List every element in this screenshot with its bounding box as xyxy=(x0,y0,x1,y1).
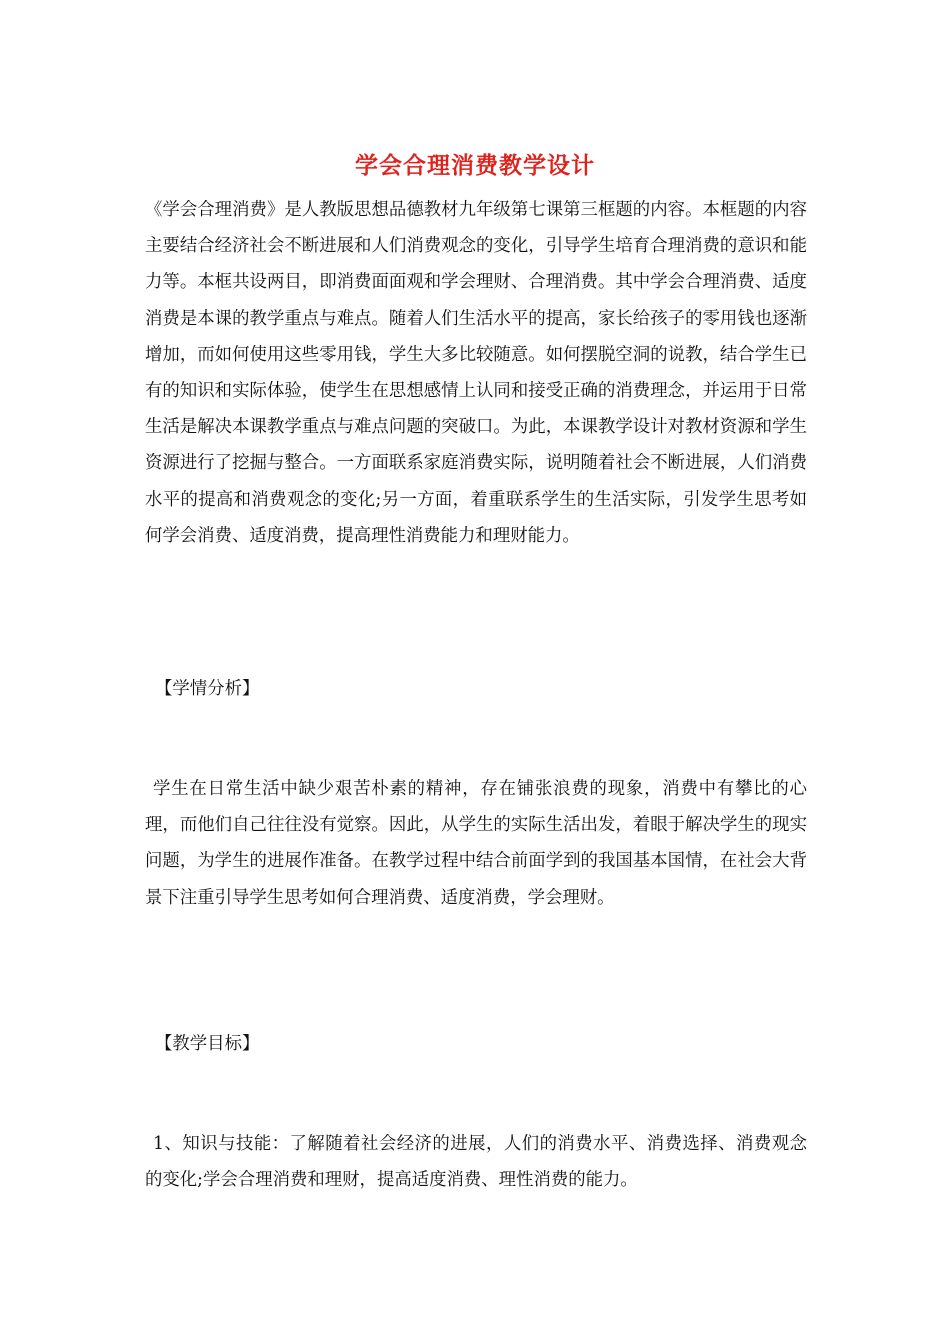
section-heading-mubiao: 【教学目标】 xyxy=(155,1034,260,1054)
xueqing-paragraph: 学生在日常生活中缺少艰苦朴素的精神，存在铺张浪费的现象，消费中有攀比的心理，而他们自己往往没有觉察。因此，从学生的实际生活出发，着眼于解决学生的现实问题，为学生的进展作准备。在教学过程中结合前面学到的我国基本国情，在社会大背景下注重引导学生思考如何合理消费、适度消费，学会理财。 xyxy=(145,779,807,908)
document-title: 学会合理消费教学设计 xyxy=(355,152,595,179)
intro-paragraph: 《学会合理消费》是人教版思想品德教材九年级第七课第三框题的内容。本框题的内容主要结合经济社会不断进展和人们消费观念的变化，引导学生培育合理消费的意识和能力等。本框共设两目，即消费面面观和学会理财、合理消费。其中学会合理消费、适度消费是本课的教学重点与难点。随着人们生活水平的提高，家长给孩子的零用钱也逐渐增加，而如何使用这些零用钱，学生大多比较随意。如何摆脱空洞的说教，结合学生已有的知识和实际体验，使学生在思想感情上认同和接受正确的消费理念，并运用于日常生活是解决本课教学重点与难点问题的突破口。为此，本课教学设计对教材资源和学生资源进行了挖掘与整合。一方面联系家庭消费实际，说明随着社会不断进展，人们消费水平的提高和消费观念的变化;另一方面，着重联系学生的生活实际，引发学生思考如何学会消费、适度消费，提高理性消费能力和理财能力。 xyxy=(145,200,807,546)
goal-item-1: 1、知识与技能：了解随着社会经济的进展，人们的消费水平、消费选择、消费观念的变化;学会合理消费和理财，提高适度消费、理性消费的能力。 xyxy=(145,1134,807,1191)
section-heading-xueqing: 【学情分析】 xyxy=(155,679,260,699)
